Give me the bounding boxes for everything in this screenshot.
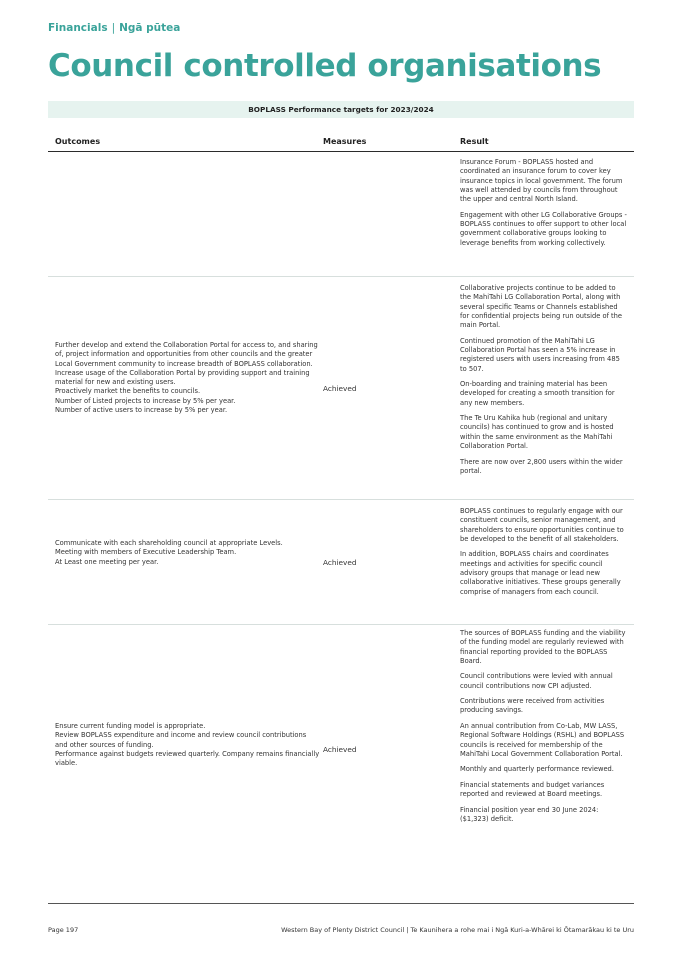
result-text: Collaborative projects continue to be added to the MahiTahi LG Collaboration Portal, along with several specific Teams or Channels established for confidential projects being run outside of the main Portal. — [460, 284, 623, 330]
result-text: Financial position year end 30 June 2024: ($1,323) deficit. — [460, 805, 599, 823]
outcome-text: Number of active users to increase by 5% per year. — [55, 406, 228, 415]
page-title: Council controlled organisations — [48, 48, 602, 84]
outcome-text: Further develop and extend the Collaboration Portal for access to, and sharing of, project information and opportunities from other councils and the greater Local Government community to increase breadth of BOPLASS collaboration. — [55, 341, 318, 368]
measure-cell: Achieved — [323, 558, 357, 567]
footer-divider — [48, 903, 634, 904]
result-text: Continued promotion of the MahiTahi LG Collaboration Portal has seen a 5% increase in registered users with users increasing from 485 to 507. — [460, 336, 620, 373]
measure-cell: Achieved — [323, 745, 357, 754]
result-text: BOPLASS continues to regularly engage with our constituent councils, senior management, and shareholders to ensure opportunities continue to be developed to the benefit of all stakeholders. — [460, 507, 624, 543]
result-text: The sources of BOPLASS funding and the viability of the funding model are regularly reviewed with financial reporting provided to the BOPLASS Board. — [460, 629, 626, 665]
outcome-text: Number of Listed projects to increase by 5% per year. — [55, 396, 236, 405]
outcome-text: Communicate with each shareholding council at appropriate Levels. — [55, 539, 283, 547]
outcome-text: Performance against budgets reviewed quarterly. Company remains financially viable. — [55, 749, 320, 768]
section-name: Financials — [48, 22, 108, 34]
section-separator: | — [111, 22, 116, 34]
publication-title: Western Bay of Plenty District Council | Te Kaunihera a rohe mai i Ngā Kuri-a-Whārei ki Ōtamarākau ki te Uru — [281, 926, 634, 934]
result-cell — [460, 507, 628, 603]
outcome-text: At Least one meeting per year. — [55, 557, 159, 566]
outcome-cell — [55, 722, 320, 768]
table-row — [48, 155, 634, 277]
result-text: Monthly and quarterly performance reviewed. — [460, 765, 614, 774]
outcome-cell — [55, 341, 320, 415]
measure-cell: Achieved — [323, 384, 357, 393]
page-number: Page 197 — [48, 926, 79, 934]
result-text: Council contributions were levied with annual council contributions now CPI adjusted. — [460, 672, 613, 690]
result-cell — [460, 158, 628, 254]
table-caption: BOPLASS Performance targets for 2023/2024 — [48, 101, 634, 118]
outcome-text: Review BOPLASS expenditure and income and review council contributions and other sources of funding. — [55, 731, 307, 749]
column-header-measures: Measures — [323, 137, 367, 146]
result-text: Engagement with other LG Collaborative Groups - BOPLASS continues to offer support to other local government collaborative groups looking to leverage benefits from working collectively. — [460, 210, 627, 247]
outcome-text: Meeting with members of Executive Leadership Team. — [55, 548, 237, 557]
result-text: In addition, BOPLASS chairs and coordinates meetings and activities for specific council advisory groups that manage or lead new collaborative initiatives. These groups generally comprise of managers from each council. — [460, 550, 621, 596]
column-header-outcomes: Outcomes — [55, 137, 101, 146]
result-text: On-boarding and training material has been developed for creating a smooth transition for any new members. — [460, 380, 615, 407]
table-row — [48, 625, 634, 880]
table-row — [48, 277, 634, 500]
section-label — [48, 22, 180, 34]
outcome-text: Proactively market the benefits to councils. — [55, 387, 201, 396]
column-header-result: Result — [460, 137, 489, 146]
outcome-text: Increase usage of the Collaboration Portal by providing support and training material for new and existing users. — [55, 368, 310, 387]
result-text: There are now over 2,800 users within the wider portal. — [460, 457, 623, 475]
result-text: The Te Uru Kahika hub (regional and unitary councils) has continued to grow and is hosted within the same environment as the MahiTahi Collaboration Portal. — [460, 414, 614, 451]
result-text: Financial statements and budget variances reported and reviewed at Board meetings. — [460, 780, 605, 799]
result-text: Insurance Forum - BOPLASS hosted and coordinated an insurance forum to cover key insurance topics in local government. The forum was well attended by councils from throughout the upper and central North Island. — [460, 158, 623, 204]
outcome-text: Ensure current funding model is appropriate. — [55, 722, 206, 730]
result-cell — [460, 284, 628, 482]
result-text: Contributions were received from activities producing savings. — [460, 697, 605, 715]
outcome-cell — [55, 539, 320, 567]
section-name-maori: Ngā pūtea — [119, 22, 181, 34]
result-text: An annual contribution from Co-Lab, MW LASS, Regional Software Holdings (RSHL) and BOPLASS councils is received for membership of the MahiTahi Local Government Collaboration Portal. — [460, 721, 625, 758]
result-cell — [460, 629, 628, 830]
table-row — [48, 500, 634, 625]
table-header — [48, 130, 634, 152]
